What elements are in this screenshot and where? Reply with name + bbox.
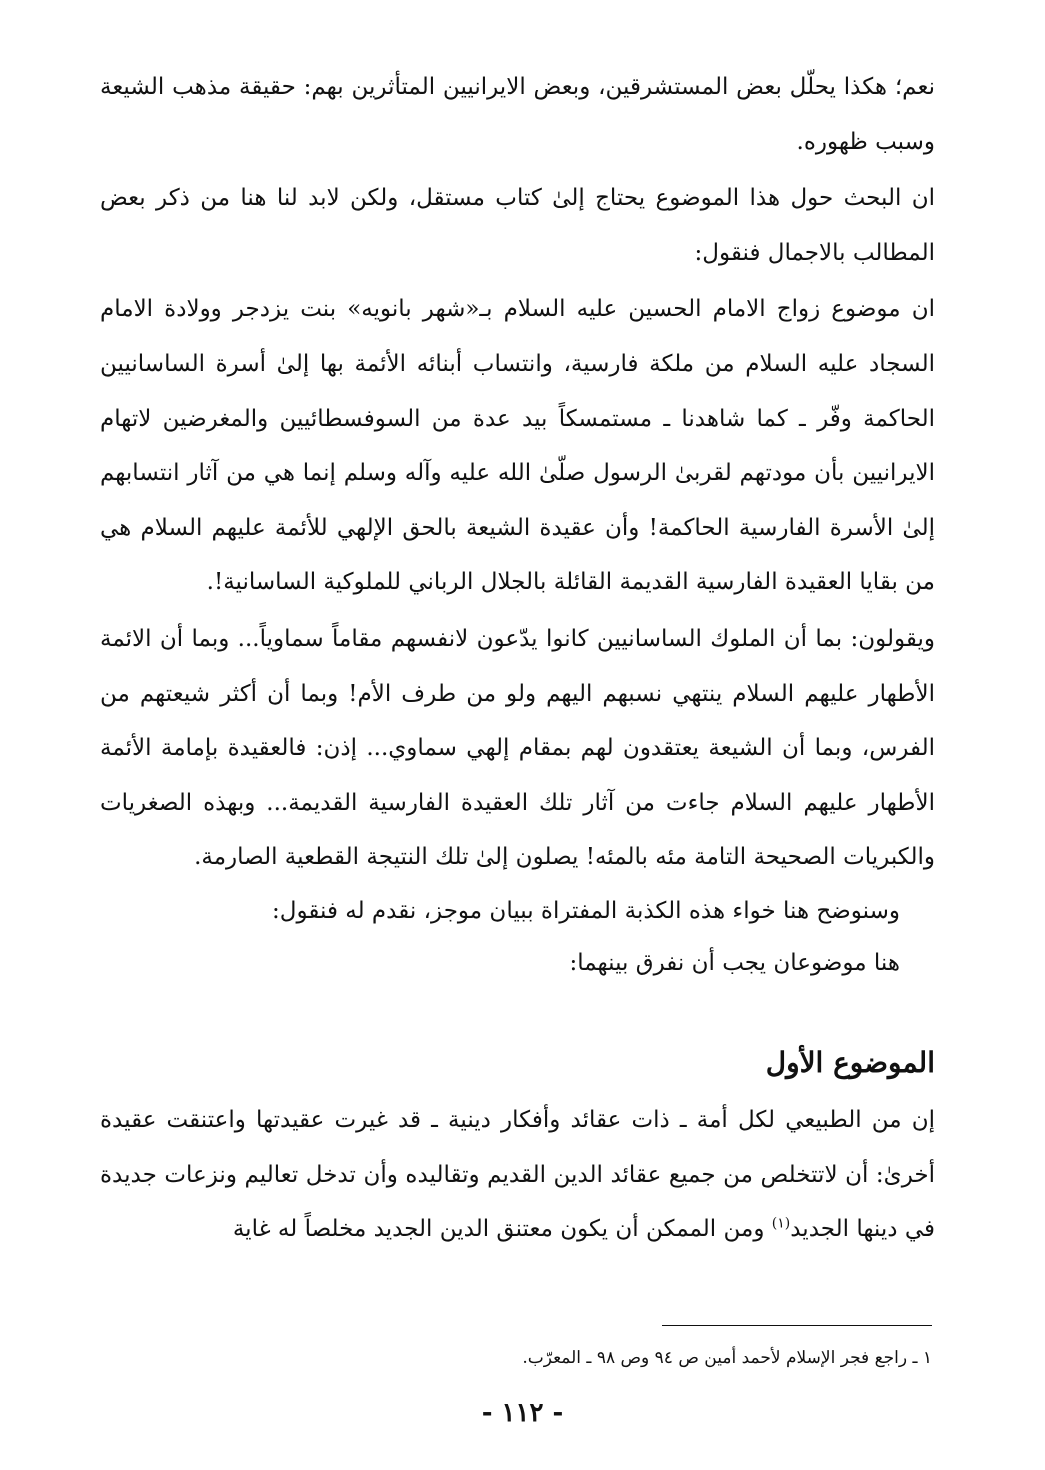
short-line-2: هنا موضوعان يجب أن نفرق بينهما: bbox=[569, 949, 900, 976]
paragraph-5-end: ومن الممكن أن يكون معتنق الدين الجديد مخلصاً له غاية bbox=[232, 1216, 772, 1243]
footnote: ١ ـ راجع فجر الإسلام لأحمد أمين ص ٩٤ وص ٩٨ ـ المعرّب. bbox=[522, 1348, 932, 1368]
paragraph-3: ان موضوع زواج الامام الحسين عليه السلام بـ«شهر بانويه» بنت يزدجر وولادة الامام السجاد عليه السلام من ملكة فارسية، وانتساب أبنائه الأئمة بها إلىٰ أسرة الساسانيين الحاكمة وفّر ـ كما شاهدنا ـ مستمسكاً بيد عدة من السوفسطائيين والمغرضين لاتهام الايرانيين بأن مودتهم لقربىٰ الرسول صلّىٰ الله عليه وآله وسلم إنما هي من آثار انتسابهم إلىٰ الأسرة الفارسية الحاكمة! وأن عقيدة الشيعة بالحق الإلهي للأئمة عليهم السلام هي من بقايا العقيدة الفارسية القديمة القائلة بالجلال الرباني للملوكية الساسانية!. bbox=[100, 296, 935, 596]
footnote-divider bbox=[662, 1325, 932, 1326]
paragraph-2: ان البحث حول هذا الموضوع يحتاج إلىٰ كتاب مستقل، ولكن لابد لنا هنا من ذكر بعض المطالب بالاجمال فنقول: bbox=[100, 185, 935, 266]
short-line-1: وسنوضح هنا خواء هذه الكذبة المفتراة ببيان موجز، نقدم له فنقول: bbox=[272, 897, 900, 924]
paragraph-4: ويقولون: بما أن الملوك الساسانيين كانوا يدّعون لانفسهم مقاماً سماوياً... وبما أن الائمة الأطهار عليهم السلام ينتهي نسبهم اليهم ولو من طرف الأم! وبما أن أكثر شيعتهم من الفرس، وبما أن الشيعة يعتقدون لهم بمقام إلهي سماوي... إذن: فالعقيدة بإمامة الأئمة الأطهار عليهم السلام جاءت من آثار تلك العقيدة الفارسية القديمة... وبهذه الصغريات والكبريات الصحيحة التامة مئه بالمئه! يصلون إلىٰ تلك النتيجة القطعية الصارمة. bbox=[100, 625, 935, 871]
section-heading: الموضوع الأول bbox=[765, 1045, 935, 1079]
footnote-marker: (١) bbox=[771, 1215, 791, 1232]
short-lines-block bbox=[100, 885, 935, 989]
paragraph-5 bbox=[100, 1093, 935, 1257]
page-number: - ١١٢ - bbox=[481, 1398, 564, 1428]
paragraph-5-start: إن من الطبيعي لكل أمة ـ ذات عقائد وأفكار دينية ـ قد غيرت عقيدتها واعتنقت عقيدة أخرىٰ: أن لاتتخلص من جميع عقائد الدين القديم وتقاليده وأن تدخل تعاليم ونزعات جديدة في دينها الجديد bbox=[100, 1106, 935, 1243]
paragraph-1: نعم؛ هكذا يحلّل بعض المستشرقين، وبعض الايرانيين المتأثرين بهم: حقيقة مذهب الشيعة وسبب ظهوره. bbox=[100, 74, 935, 155]
page-body bbox=[100, 60, 935, 1257]
section-spacer bbox=[100, 989, 935, 1033]
